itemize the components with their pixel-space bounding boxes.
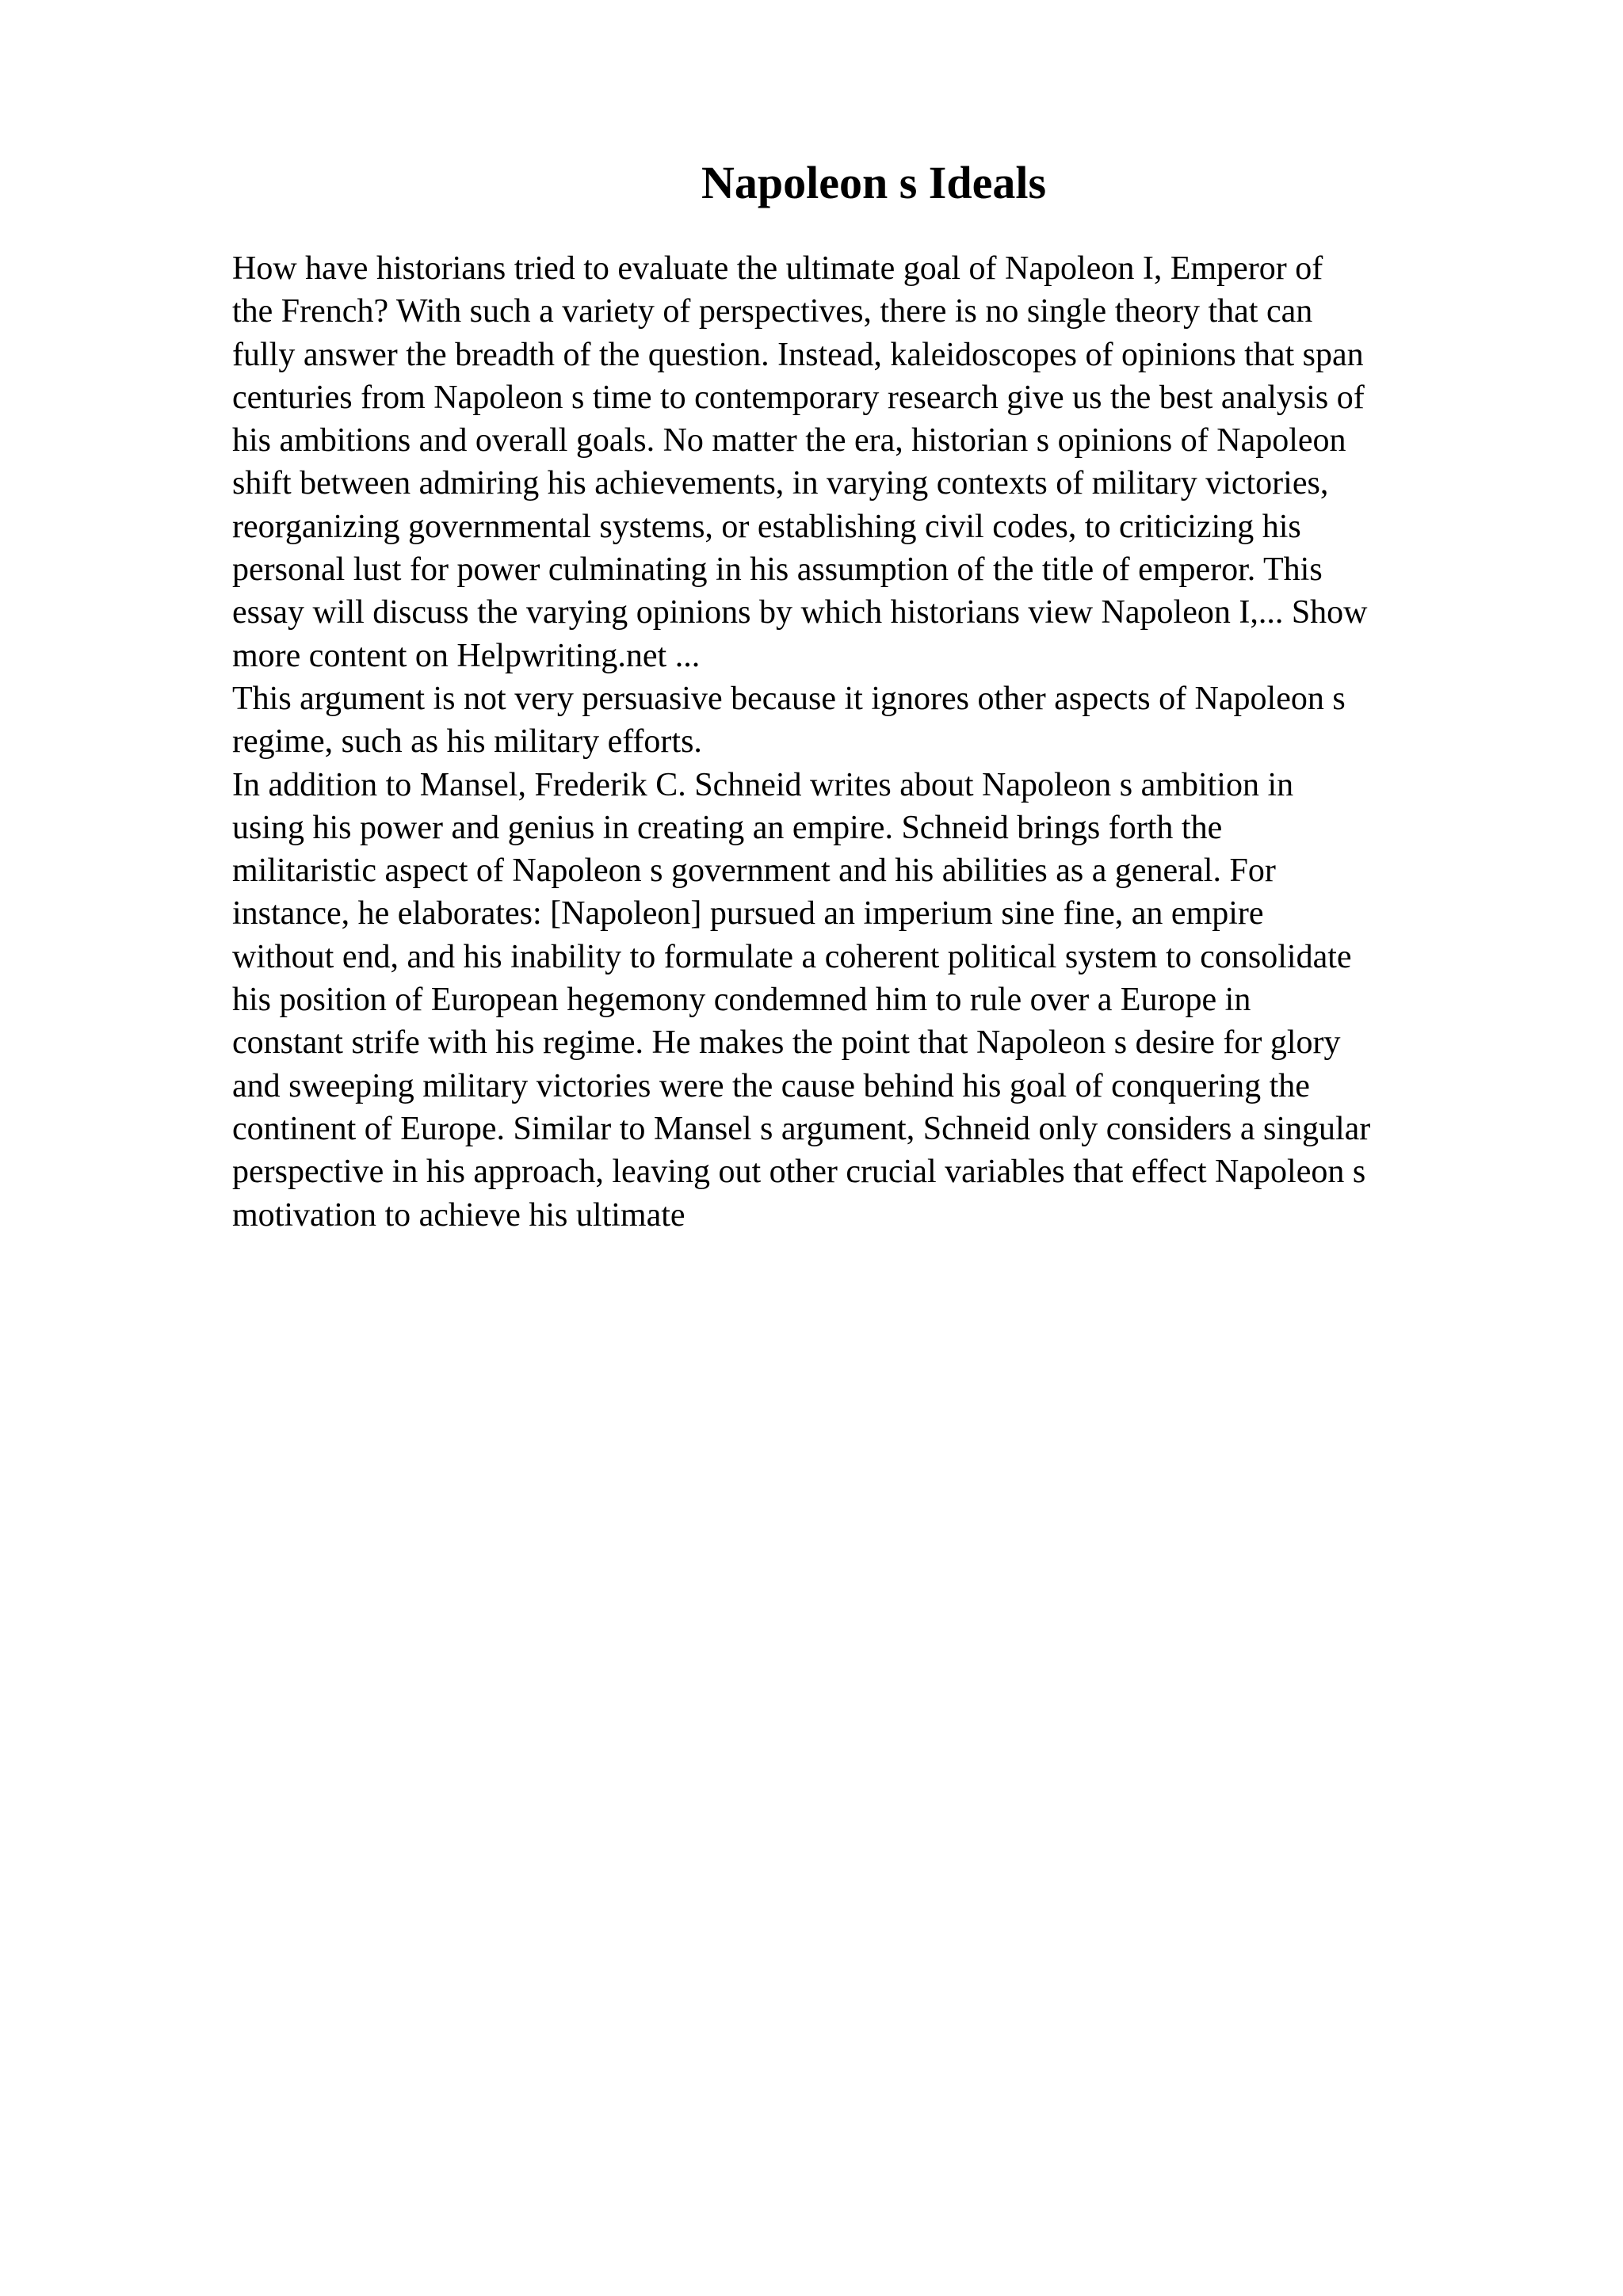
- body-line-20: and sweeping military victories were the cause behind his goal of conquering the: [232, 1067, 1310, 1104]
- body-line-7: reorganizing governmental systems, or establishing civil codes, to criticizing his: [232, 508, 1301, 545]
- body-line-6: shift between admiring his achievements, in varying contexts of military victories,: [232, 465, 1329, 502]
- body-line-16: instance, he elaborates: [Napoleon] pursued an imperium sine fine, an empire: [232, 895, 1264, 933]
- body-line-11: This argument is not very persuasive because it ignores other aspects of Napoleon s: [232, 680, 1346, 717]
- body-line-9: essay will discuss the varying opinions by which historians view Napoleon I,... Show: [232, 594, 1368, 631]
- body-line-10: more content on Helpwriting.net ...: [232, 637, 701, 674]
- body-line-17: without end, and his inability to formulate a coherent political system to consolidate: [232, 938, 1352, 975]
- body-line-19: constant strife with his regime. He makes the point that Napoleon s desire for glory: [232, 1024, 1341, 1062]
- body-line-3: fully answer the breadth of the question. Instead, kaleidoscopes of opinions that span: [232, 336, 1364, 373]
- body-line-21: continent of Europe. Similar to Mansel s argument, Schneid only considers a singular: [232, 1110, 1371, 1147]
- body-line-23: motivation to achieve his ultimate: [232, 1196, 685, 1234]
- body-line-13: In addition to Mansel, Frederik C. Schneid writes about Napoleon s ambition in: [232, 766, 1294, 803]
- document-body: [232, 247, 1516, 1237]
- body-line-15: militaristic aspect of Napoleon s government and his abilities as a general. For: [232, 852, 1276, 890]
- body-line-1: How have historians tried to evaluate the ultimate goal of Napoleon I, Emperor of: [232, 250, 1323, 287]
- body-line-8: personal lust for power culminating in his assumption of the title of emperor. This: [232, 551, 1323, 589]
- body-line-14: using his power and genius in creating an empire. Schneid brings forth the: [232, 809, 1223, 846]
- body-line-5: his ambitions and overall goals. No matter the era, historian s opinions of Napoleon: [232, 422, 1346, 460]
- body-line-4: centuries from Napoleon s time to contemporary research give us the best analysis of: [232, 379, 1365, 416]
- body-line-22: perspective in his approach, leaving out other crucial variables that effect Napoleon s: [232, 1154, 1366, 1191]
- body-line-18: his position of European hegemony condemned him to rule over a Europe in: [232, 982, 1251, 1019]
- body-line-2: the French? With such a variety of perspectives, there is no single theory that can: [232, 293, 1313, 330]
- document-title: Napoleon s Ideals: [701, 157, 1047, 208]
- body-line-12: regime, such as his military efforts.: [232, 723, 702, 761]
